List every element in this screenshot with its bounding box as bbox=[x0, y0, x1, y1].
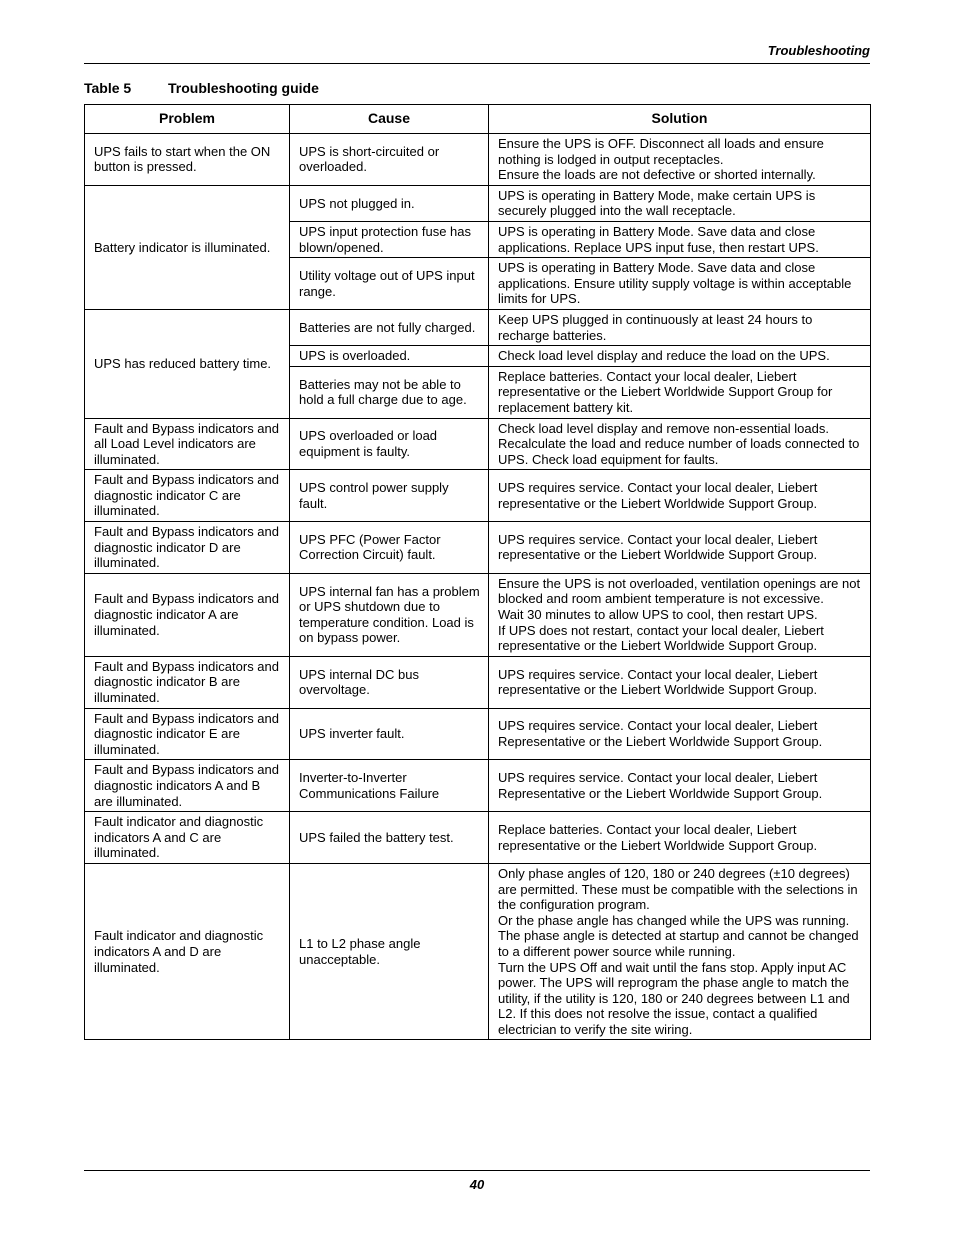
solution-line: Ensure the UPS is OFF. Disconnect all loads and ensure nothing is lodged in output receptacles. bbox=[498, 136, 824, 167]
solution-cell bbox=[489, 863, 871, 1040]
table-caption bbox=[84, 80, 319, 96]
problem-cell: UPS has reduced battery time. bbox=[85, 309, 290, 418]
solution-line: Ensure the UPS is not overloaded, ventilation openings are not blocked and room ambient temperature is not excessive. bbox=[498, 575, 861, 607]
table-number: Table 5 bbox=[84, 80, 132, 96]
column-header-problem: Problem bbox=[85, 105, 290, 134]
cause-cell: UPS is overloaded. bbox=[290, 346, 489, 367]
solution-cell bbox=[489, 185, 871, 221]
solution-line: UPS is operating in Battery Mode. Save data and close applications. Ensure utility supply voltage is within acceptable limits for UPS. bbox=[498, 260, 852, 307]
problem-cell: Battery indicator is illuminated. bbox=[85, 185, 290, 309]
solution-cell bbox=[489, 656, 871, 708]
cause-cell: Inverter-to-Inverter Communications Failure bbox=[290, 760, 489, 812]
cause-cell: Utility voltage out of UPS input range. bbox=[290, 258, 489, 310]
solution-cell bbox=[489, 134, 871, 186]
problem-cell: Fault indicator and diagnostic indicators A and C are illuminated. bbox=[85, 812, 290, 864]
solution-cell bbox=[489, 258, 871, 310]
solution-cell bbox=[489, 573, 871, 656]
cause-cell: UPS not plugged in. bbox=[290, 185, 489, 221]
table-row bbox=[85, 309, 871, 345]
column-header-cause: Cause bbox=[290, 105, 489, 134]
solution-line: UPS requires service. Contact your local dealer, Liebert Representative or the Liebert Worldwide Support Group. bbox=[498, 770, 823, 801]
solution-line: UPS is operating in Battery Mode, make certain UPS is securely plugged into the wall receptacle. bbox=[498, 187, 816, 219]
column-header-solution: Solution bbox=[489, 105, 871, 134]
cause-cell: Batteries are not fully charged. bbox=[290, 309, 489, 345]
table-row bbox=[85, 470, 871, 522]
cause-cell: UPS inverter fault. bbox=[290, 708, 489, 760]
solution-line: Or the phase angle has changed while the UPS was running. The phase angle is detected at startup and cannot be changed to a different power source while running. bbox=[498, 912, 859, 959]
cause-cell: UPS failed the battery test. bbox=[290, 812, 489, 864]
problem-cell: UPS fails to start when the ON button is pressed. bbox=[85, 134, 290, 186]
solution-line: UPS requires service. Contact your local dealer, Liebert representative or the Liebert Worldwide Support Group. bbox=[498, 531, 818, 563]
cause-cell: UPS internal DC bus overvoltage. bbox=[290, 656, 489, 708]
footer-rule bbox=[84, 1170, 870, 1171]
cause-cell: UPS is short-circuited or overloaded. bbox=[290, 134, 489, 186]
problem-cell: Fault and Bypass indicators and diagnostic indicators A and B are illuminated. bbox=[85, 760, 290, 812]
solution-line: Check load level display and reduce the load on the UPS. bbox=[498, 348, 830, 364]
solution-line: Replace batteries. Contact your local dealer, Liebert representative or the Liebert Worldwide Support Group for replacement battery kit. bbox=[498, 368, 833, 415]
solution-line: UPS requires service. Contact your local dealer, Liebert representative or the Liebert Worldwide Support Group. bbox=[498, 480, 818, 511]
table-row bbox=[85, 573, 871, 656]
problem-cell: Fault indicator and diagnostic indicators A and D are illuminated. bbox=[85, 863, 290, 1040]
cause-cell: UPS input protection fuse has blown/opened. bbox=[290, 221, 489, 257]
solution-cell bbox=[489, 708, 871, 760]
solution-cell bbox=[489, 470, 871, 522]
solution-cell bbox=[489, 346, 871, 367]
table-row bbox=[85, 656, 871, 708]
problem-cell: Fault and Bypass indicators and diagnostic indicator A are illuminated. bbox=[85, 573, 290, 656]
solution-line: Only phase angles of 120, 180 or 240 degrees (±10 degrees) are permitted. These must be compatible with the selections in the configuration program. bbox=[498, 865, 858, 913]
cause-cell: UPS internal fan has a problem or UPS shutdown due to temperature condition. Load is on bypass power. bbox=[290, 573, 489, 656]
solution-line: Keep UPS plugged in continuously at least 24 hours to recharge batteries. bbox=[498, 311, 813, 343]
problem-cell: Fault and Bypass indicators and diagnostic indicator E are illuminated. bbox=[85, 708, 290, 760]
solution-line: UPS is operating in Battery Mode. Save data and close applications. Replace UPS input fuse, then restart UPS. bbox=[498, 223, 819, 255]
table-row bbox=[85, 134, 871, 186]
problem-cell: Fault and Bypass indicators and all Load Level indicators are illuminated. bbox=[85, 418, 290, 470]
solution-line: Wait 30 minutes to allow UPS to cool, then restart UPS. bbox=[498, 607, 818, 623]
solution-cell bbox=[489, 366, 871, 418]
solution-cell bbox=[489, 760, 871, 812]
table-header-row bbox=[85, 105, 871, 134]
header-rule bbox=[84, 63, 870, 64]
table-row bbox=[85, 418, 871, 470]
solution-cell bbox=[489, 221, 871, 257]
table-body bbox=[85, 134, 871, 1040]
running-header-title: Troubleshooting bbox=[767, 43, 870, 58]
solution-line: Turn the UPS Off and wait until the fans stop. Apply input AC power. The UPS will reprogram the phase angle to match the utility, if the utility is 120, 180 or 240 degrees between L1 and L2. If this does not resolve the issue, contact a qualified electrician to verify the site wiring. bbox=[498, 959, 850, 1037]
table-title: Troubleshooting guide bbox=[168, 80, 319, 96]
solution-cell bbox=[489, 522, 871, 574]
cause-cell: UPS PFC (Power Factor Correction Circuit) fault. bbox=[290, 522, 489, 574]
solution-cell bbox=[489, 812, 871, 864]
cause-cell: Batteries may not be able to hold a full charge due to age. bbox=[290, 366, 489, 418]
page-number: 40 bbox=[469, 1177, 485, 1192]
solution-line: If UPS does not restart, contact your local dealer, Liebert representative or the Liebert Worldwide Support Group. bbox=[498, 622, 824, 654]
solution-cell bbox=[489, 418, 871, 470]
table-row bbox=[85, 812, 871, 864]
cause-cell: UPS control power supply fault. bbox=[290, 470, 489, 522]
cause-cell: L1 to L2 phase angle unacceptable. bbox=[290, 863, 489, 1040]
table-row bbox=[85, 863, 871, 1040]
table-row bbox=[85, 760, 871, 812]
cause-cell: UPS overloaded or load equipment is faulty. bbox=[290, 418, 489, 470]
solution-line: Replace batteries. Contact your local dealer, Liebert representative or the Liebert Worldwide Support Group. bbox=[498, 821, 818, 853]
solution-line: UPS requires service. Contact your local dealer, Liebert representative or the Liebert Worldwide Support Group. bbox=[498, 666, 818, 698]
solution-line: Ensure the loads are not defective or shorted internally. bbox=[498, 167, 816, 183]
table-row bbox=[85, 185, 871, 221]
troubleshooting-table bbox=[84, 104, 871, 1040]
solution-line: Check load level display and remove non-essential loads. Recalculate the load and reduce number of loads connected to UPS. Check load equipment for faults. bbox=[498, 420, 860, 467]
solution-cell bbox=[489, 309, 871, 345]
problem-cell: Fault and Bypass indicators and diagnostic indicator B are illuminated. bbox=[85, 656, 290, 708]
table-row bbox=[85, 522, 871, 574]
solution-line: UPS requires service. Contact your local dealer, Liebert Representative or the Liebert Worldwide Support Group. bbox=[498, 718, 823, 749]
problem-cell: Fault and Bypass indicators and diagnostic indicator D are illuminated. bbox=[85, 522, 290, 574]
problem-cell: Fault and Bypass indicators and diagnostic indicator C are illuminated. bbox=[85, 470, 290, 522]
table-row bbox=[85, 708, 871, 760]
